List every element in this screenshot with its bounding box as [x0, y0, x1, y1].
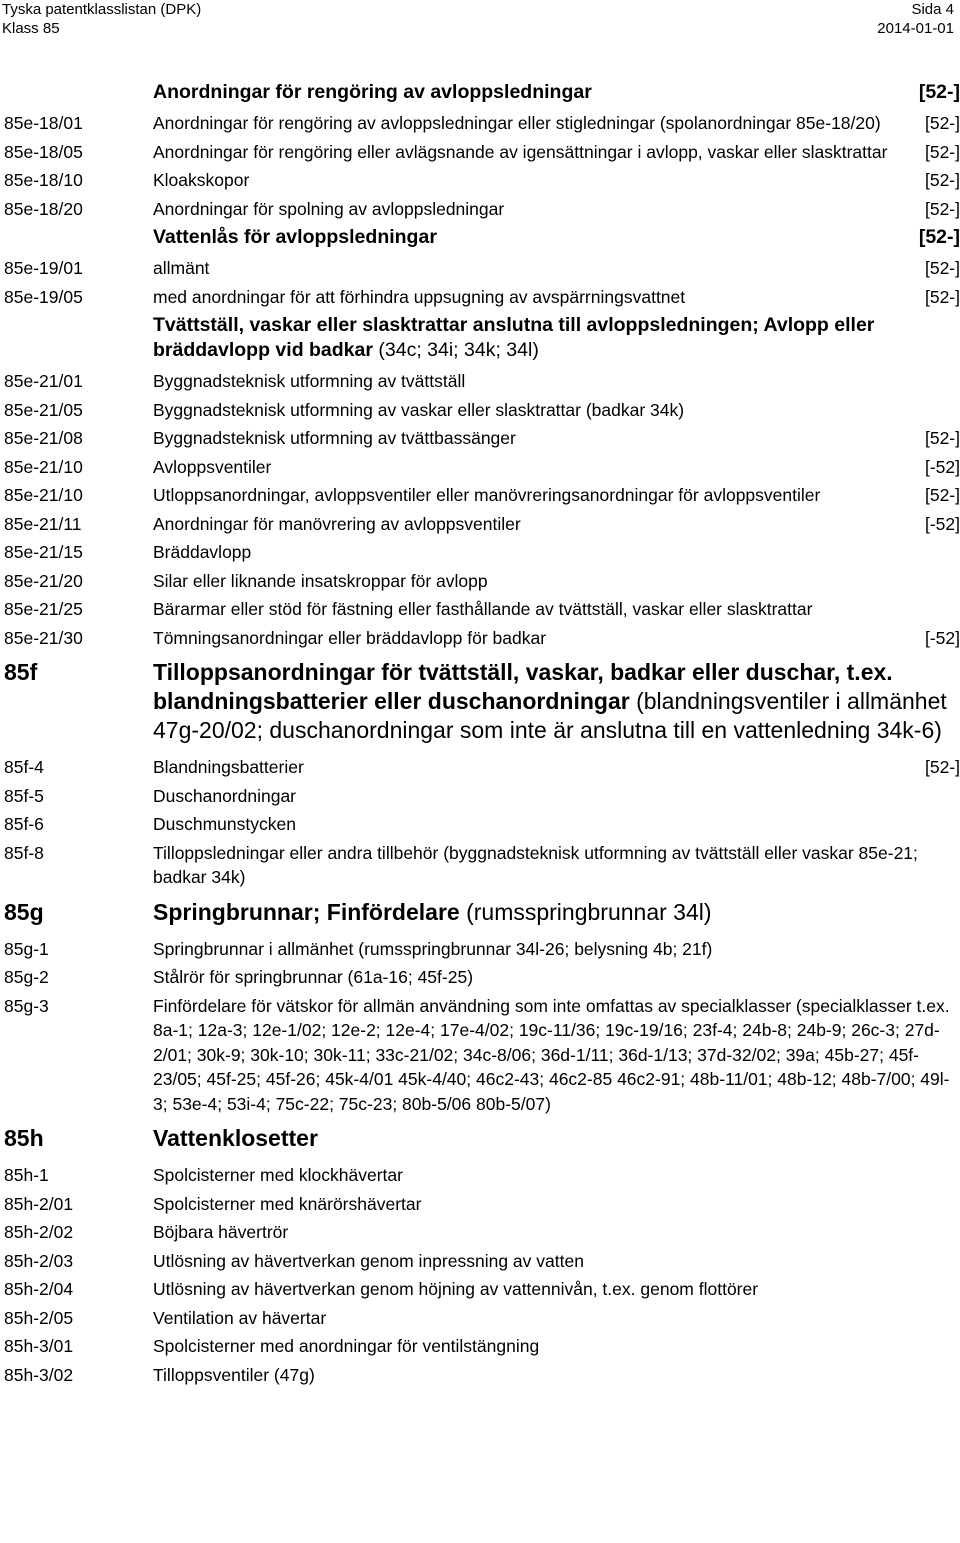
list-entry	[0, 1249, 960, 1274]
entry-text-block	[153, 1363, 960, 1388]
group-heading-title: Anordningar för rengöring av avloppsledningar	[153, 81, 592, 103]
list-entry	[0, 140, 960, 165]
entry-code: 85e-18/10	[4, 170, 83, 190]
entry-code: 85e-21/20	[4, 570, 83, 591]
entry-text-block	[153, 841, 960, 890]
list-entry	[0, 597, 960, 622]
entry-text-block	[153, 1306, 960, 1331]
entry-text: Byggnadsteknisk utformning av tvättställ	[153, 371, 466, 391]
entry-text-block	[153, 1220, 960, 1245]
entry-tag: [52-]	[924, 141, 960, 162]
list-entry	[0, 1192, 960, 1217]
entry-tag: [52-]	[924, 757, 960, 777]
entry-code: 85f-8	[4, 842, 44, 863]
entry-text: Blandningsbatterier	[153, 757, 304, 777]
group-heading	[0, 225, 960, 250]
class-label: Klass 85	[2, 20, 60, 37]
entry-text: Duschanordningar	[153, 785, 297, 806]
entry-text-block	[153, 455, 960, 480]
entry-code: 85h-1	[4, 1165, 49, 1185]
entry-text: Byggnadsteknisk utformning av vaskar eller slasktrattar (badkar 34k)	[153, 399, 685, 420]
group-heading-title: Vattenlås för avloppsledningar	[153, 226, 437, 248]
entry-text-block	[153, 512, 960, 537]
class-title: Vattenklosetter	[153, 1125, 318, 1151]
list-entry	[0, 784, 960, 809]
entry-text-block	[153, 426, 960, 451]
list-entry	[0, 1277, 960, 1302]
entry-code: 85g-1	[4, 938, 49, 959]
list-entry	[0, 168, 960, 193]
page-number: Sida 4	[911, 1, 954, 18]
entry-tag: [52-]	[924, 170, 960, 190]
entry-code: 85h-2/04	[4, 1279, 74, 1299]
entry-tag: [-52]	[924, 627, 960, 648]
list-entry	[0, 285, 960, 310]
entry-text-block	[153, 569, 960, 594]
entry-text: Utlösning av hävertverkan genom höjning av vattennivån, t.ex. genom flottörer	[153, 1279, 759, 1299]
entry-tag: [52-]	[924, 428, 960, 448]
entry-code: 85e-21/10	[4, 456, 83, 477]
list-entry	[0, 812, 960, 837]
entry-text-block	[153, 197, 960, 222]
entry-code: 85e-21/08	[4, 428, 83, 448]
entry-text-block	[153, 755, 960, 780]
entry-text: med anordningar för att förhindra uppsugning av avspärrningsvattnet	[153, 286, 686, 307]
class-heading	[0, 658, 960, 745]
entry-text: allmänt	[153, 258, 210, 278]
entry-tag: [-52]	[924, 456, 960, 477]
entry-text-block	[153, 168, 960, 193]
entry-text: Anordningar för spolning av avloppsledningar	[153, 198, 505, 219]
list-entry	[0, 841, 960, 890]
entry-text: Kloakskopor	[153, 170, 250, 190]
entry-text: Finfördelare för vätskor för allmän användning som inte omfattas av specialklasser (specialklasser t.ex. 8a-1; 12a-3; 12e-1/02; 12e-2; 12e-4; 17e-4/02; 19c-11/36; 19c-19/16; 23f-4; 24b-8; 24b-9; 26c-3; 27d-2/01; 30k-9; 30k-10; 30k-11; 33c-21/02; 34c-8/06; 36d-1/11; 36d-1/13; 37d-32/02; 39a; 45b-27; 45f-23/05; 45f-25; 45f-26; 45k-4/01 45k-4/40; 46c2-43; 46c2-85 46c2-91; 48b-11/01; 48b-12; 48b-7/00; 49l-3; 53e-4; 53i-4; 75c-22; 75c-23; 80b-5/06 80b-5/07)	[153, 995, 950, 1114]
list-entry	[0, 398, 960, 423]
entry-code: 85e-21/10	[4, 485, 83, 505]
entry-tag: [52-]	[924, 258, 960, 278]
entry-code: 85e-21/05	[4, 399, 83, 420]
entry-text-block	[153, 540, 960, 565]
class-heading	[0, 898, 960, 927]
entry-text-block	[153, 1163, 960, 1188]
entry-text-block	[153, 994, 960, 1117]
class-heading-block	[153, 898, 960, 927]
entry-text-block	[153, 369, 960, 394]
entry-code: 85f-5	[4, 785, 44, 806]
entry-code: 85e-21/30	[4, 627, 83, 648]
group-heading-title: Tvättställ, vaskar eller slasktrattar anslutna till avloppsledningen; Avlopp eller bräddavlopp vid badkar	[153, 314, 875, 361]
group-heading	[0, 313, 960, 363]
list-entry	[0, 1306, 960, 1331]
entry-text-block	[153, 1249, 960, 1274]
entry-text: Tilloppsventiler (47g)	[153, 1364, 315, 1385]
entry-code: 85e-19/05	[4, 286, 83, 307]
entry-text: Byggnadsteknisk utformning av tvättbassänger	[153, 428, 516, 448]
class-code: 85g	[4, 898, 44, 925]
entry-text-block	[153, 784, 960, 809]
class-heading	[0, 1124, 960, 1153]
entry-code: 85e-18/01	[4, 113, 83, 133]
entry-tag: [52-]	[924, 286, 960, 307]
class-heading-block	[153, 1124, 960, 1153]
list-entry	[0, 1334, 960, 1359]
list-entry	[0, 455, 960, 480]
entry-text-block	[153, 1277, 960, 1302]
list-entry	[0, 512, 960, 537]
list-entry	[0, 1220, 960, 1245]
entry-text-block	[153, 285, 960, 310]
group-heading-tag: [52-]	[918, 226, 960, 248]
list-entry	[0, 755, 960, 780]
entry-text: Avloppsventiler	[153, 456, 272, 477]
entry-code: 85e-21/15	[4, 542, 83, 562]
list-entry	[0, 1163, 960, 1188]
entry-text: Tilloppsledningar eller andra tillbehör (byggnadsteknisk utformning av tvättställ eller vaskar 85e-21; badkar 34k)	[153, 842, 918, 887]
list-entry	[0, 256, 960, 281]
list-entry	[0, 483, 960, 508]
entry-code: 85g-3	[4, 995, 49, 1016]
list-entry	[0, 569, 960, 594]
group-heading	[0, 80, 960, 105]
class-title: Springbrunnar; Finfördelare	[153, 898, 460, 925]
entry-text: Anordningar för rengöring eller avlägsnande av igensättningar i avlopp, vaskar eller slasktrattar	[153, 141, 888, 162]
entry-text: Utlösning av hävertverkan genom inpressning av vatten	[153, 1250, 584, 1271]
entry-text-block	[153, 256, 960, 281]
entry-text: Silar eller liknande insatskroppar för avlopp	[153, 570, 488, 591]
list-entry	[0, 197, 960, 222]
list-entry	[0, 994, 960, 1117]
entry-tag: [52-]	[924, 485, 960, 505]
entry-text-block	[153, 812, 960, 837]
document-date: 2014-01-01	[877, 20, 954, 37]
entry-code: 85f-4	[4, 757, 44, 777]
entry-text-block	[153, 1192, 960, 1217]
list-entry	[0, 1363, 960, 1388]
entry-code: 85h-3/02	[4, 1364, 74, 1385]
document-title: Tyska patentklasslistan (DPK)	[2, 1, 202, 18]
list-entry	[0, 426, 960, 451]
group-heading-note: (34c; 34i; 34k; 34l)	[378, 339, 539, 361]
class-note: (blandningsventiler i allmänhet 47g-20/02; duschanordningar som inte är anslutna till en vattenledning 34k-6)	[153, 688, 947, 743]
entry-code: 85e-19/01	[4, 258, 83, 278]
group-heading-block	[153, 80, 960, 105]
list-entry	[0, 965, 960, 990]
page-header	[2, 0, 954, 40]
list-entry	[0, 626, 960, 651]
entry-code: 85e-21/11	[4, 513, 82, 534]
entry-tag: [-52]	[924, 513, 960, 534]
entry-code: 85h-2/03	[4, 1250, 74, 1271]
group-heading-block	[153, 225, 960, 250]
list-entry	[0, 540, 960, 565]
group-heading-tag: [52-]	[918, 81, 960, 103]
entry-text-block	[153, 111, 960, 136]
entry-text: Anordningar för manövrering av avloppsventiler	[153, 513, 521, 534]
entry-code: 85h-3/01	[4, 1336, 74, 1356]
class-title: Tilloppsanordningar för tvättställ, vaskar, badkar eller duschar, t.ex. blandningsbatterier eller duschanordningar	[153, 659, 893, 714]
entry-code: 85h-2/05	[4, 1307, 74, 1328]
entry-text-block	[153, 1334, 960, 1359]
entry-text: Utloppsanordningar, avloppsventiler eller manövreringsanordningar för avloppsventiler	[153, 485, 821, 505]
entry-text: Spolcisterner med knärörshävertar	[153, 1193, 422, 1214]
entry-text-block	[153, 965, 960, 990]
entry-code: 85e-18/05	[4, 141, 83, 162]
list-entry	[0, 369, 960, 394]
entry-text: Anordningar för rengöring av avloppsledningar eller stigledningar (spolanordningar 85e-18/20)	[153, 113, 881, 133]
entry-tag: [52-]	[924, 113, 960, 133]
entry-text: Bärarmar eller stöd för fästning eller fasthållande av tvättställ, vaskar eller slasktrattar	[153, 599, 813, 619]
list-entry	[0, 937, 960, 962]
class-note: (rumsspringbrunnar 34l)	[466, 898, 712, 925]
entry-text-block	[153, 626, 960, 651]
entry-text-block	[153, 398, 960, 423]
entry-text-block	[153, 140, 960, 165]
entry-code: 85e-21/25	[4, 599, 83, 619]
header-left	[2, 0, 201, 38]
class-code: 85f	[4, 659, 38, 685]
entry-text-block	[153, 937, 960, 962]
entry-code: 85g-2	[4, 967, 49, 987]
entry-text: Bräddavlopp	[153, 542, 252, 562]
class-code: 85h	[4, 1125, 44, 1151]
entry-code: 85h-2/02	[4, 1222, 74, 1242]
classification-list	[0, 76, 960, 1391]
header-right	[877, 0, 954, 38]
entry-code: 85h-2/01	[4, 1193, 74, 1214]
class-heading-block	[153, 658, 960, 745]
entry-text: Ventilation av hävertar	[153, 1307, 327, 1328]
entry-code: 85e-18/20	[4, 198, 83, 219]
entry-code: 85f-6	[4, 814, 44, 834]
entry-code: 85e-21/01	[4, 371, 83, 391]
entry-text: Duschmunstycken	[153, 814, 296, 834]
entry-text: Spolcisterner med klockhävertar	[153, 1165, 403, 1185]
group-heading-block	[153, 313, 960, 363]
entry-text: Tömningsanordningar eller bräddavlopp för badkar	[153, 627, 547, 648]
entry-text: Stålrör för springbrunnar (61a-16; 45f-25)	[153, 967, 474, 987]
list-entry	[0, 111, 960, 136]
entry-text-block	[153, 597, 960, 622]
entry-text: Spolcisterner med anordningar för ventilstängning	[153, 1336, 540, 1356]
entry-tag: [52-]	[924, 198, 960, 219]
entry-text: Böjbara hävertrör	[153, 1222, 289, 1242]
entry-text: Springbrunnar i allmänhet (rumsspringbrunnar 34l-26; belysning 4b; 21f)	[153, 938, 713, 959]
entry-text-block	[153, 483, 960, 508]
